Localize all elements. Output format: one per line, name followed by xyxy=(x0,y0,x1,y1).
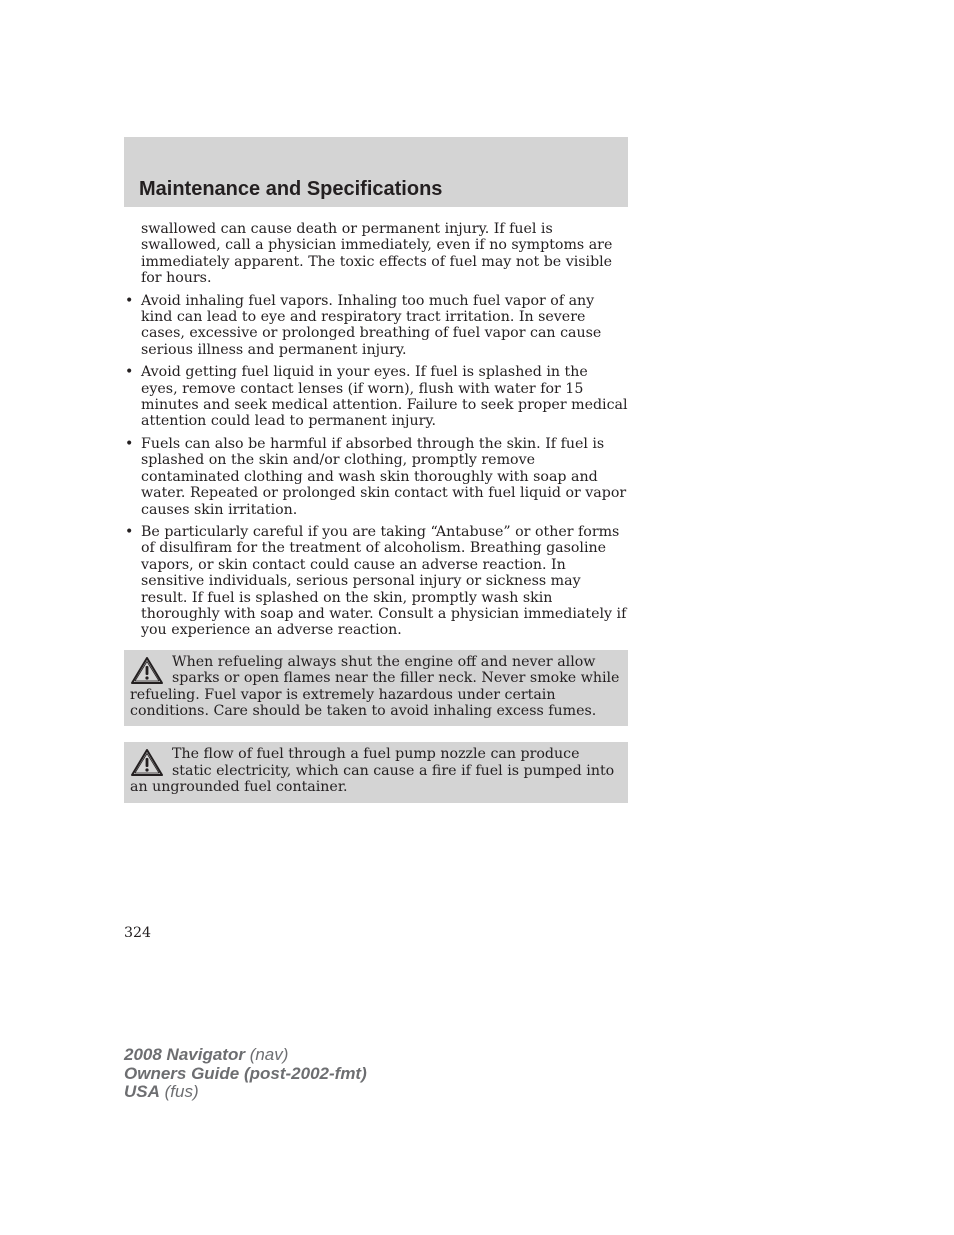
warning-text: When refueling always shut the engine off and never allow sparks or open flames near the filler neck. Never smoke while refueling. Fuel vapor is extremely hazardous under certain conditions. Care should be taken to avoid inhaling excess fumes. xyxy=(130,653,620,719)
bullet-item xyxy=(124,524,628,639)
bullet-text: Be particularly careful if you are taking “Antabuse” or other forms of disulfiram for the treatment of alcoholism. Breathing gasoline vapors, or skin contact could cause an adverse reaction. In sensitive individuals, serious personal injury or sickness may result. If fuel is splashed on the skin, promptly wash skin thoroughly with soap and water. Consult a physician immediately if you experience an adverse reaction. xyxy=(141,523,627,639)
section-title: Maintenance and Specifications xyxy=(139,178,443,200)
safety-bullet-list xyxy=(124,293,628,639)
footer-line-market xyxy=(124,1083,367,1102)
bullet-text: Avoid inhaling fuel vapors. Inhaling too much fuel vapor of any kind can lead to eye and respiratory tract irritation. In severe cases, excessive or prolonged breathing of fuel vapor can cause serious illness and permanent injury. xyxy=(141,292,602,358)
page-content xyxy=(124,221,628,803)
footer-line-guide xyxy=(124,1065,367,1084)
bullet-dot: • xyxy=(125,292,134,309)
static-electricity-warning-box xyxy=(124,742,628,802)
bullet-dot: • xyxy=(125,523,134,540)
footer-model: 2008 Navigator xyxy=(124,1045,245,1064)
bullet-text: Fuels can also be harmful if absorbed through the skin. If fuel is splashed on the skin and/or clothing, promptly remove contaminated clothing and wash skin thoroughly with soap and water. Repeated or prolonged skin contact with fuel liquid or vapor causes skin irritation. xyxy=(141,435,627,518)
bullet-text: Avoid getting fuel liquid in your eyes. If fuel is splashed in the eyes, remove contact lenses (if worn), flush with water for 15 minutes and seek medical attention. Failure to seek proper medical attention could lead to permanent injury. xyxy=(141,364,628,430)
bullet-item xyxy=(124,293,628,359)
warning-triangle-icon xyxy=(130,748,164,778)
footer-market-code: (fus) xyxy=(164,1082,199,1101)
document-footer xyxy=(124,1046,367,1102)
bullet-item xyxy=(124,364,628,430)
footer-market: USA xyxy=(124,1082,160,1101)
warning-text: The flow of fuel through a fuel pump nozzle can produce static electricity, which can cause a fire if fuel is pumped into an ungrounded fuel container. xyxy=(130,746,615,796)
bullet-item xyxy=(124,436,628,518)
page-number: 324 xyxy=(124,925,152,941)
footer-guide: Owners Guide (post-2002-fmt) xyxy=(124,1063,367,1083)
refueling-warning-box xyxy=(124,650,628,727)
footer-line-model xyxy=(124,1046,367,1065)
bullet-dot: • xyxy=(125,364,134,381)
warning-triangle-icon xyxy=(130,656,164,686)
bullet-dot: • xyxy=(125,435,134,452)
continuation-paragraph: swallowed can cause death or permanent injury. If fuel is swallowed, call a physician immediately, even if no symptoms are immediately apparent. The toxic effects of fuel may not be visible for hours. xyxy=(141,221,613,287)
section-header-band xyxy=(124,137,628,207)
footer-model-code: (nav) xyxy=(249,1045,289,1064)
